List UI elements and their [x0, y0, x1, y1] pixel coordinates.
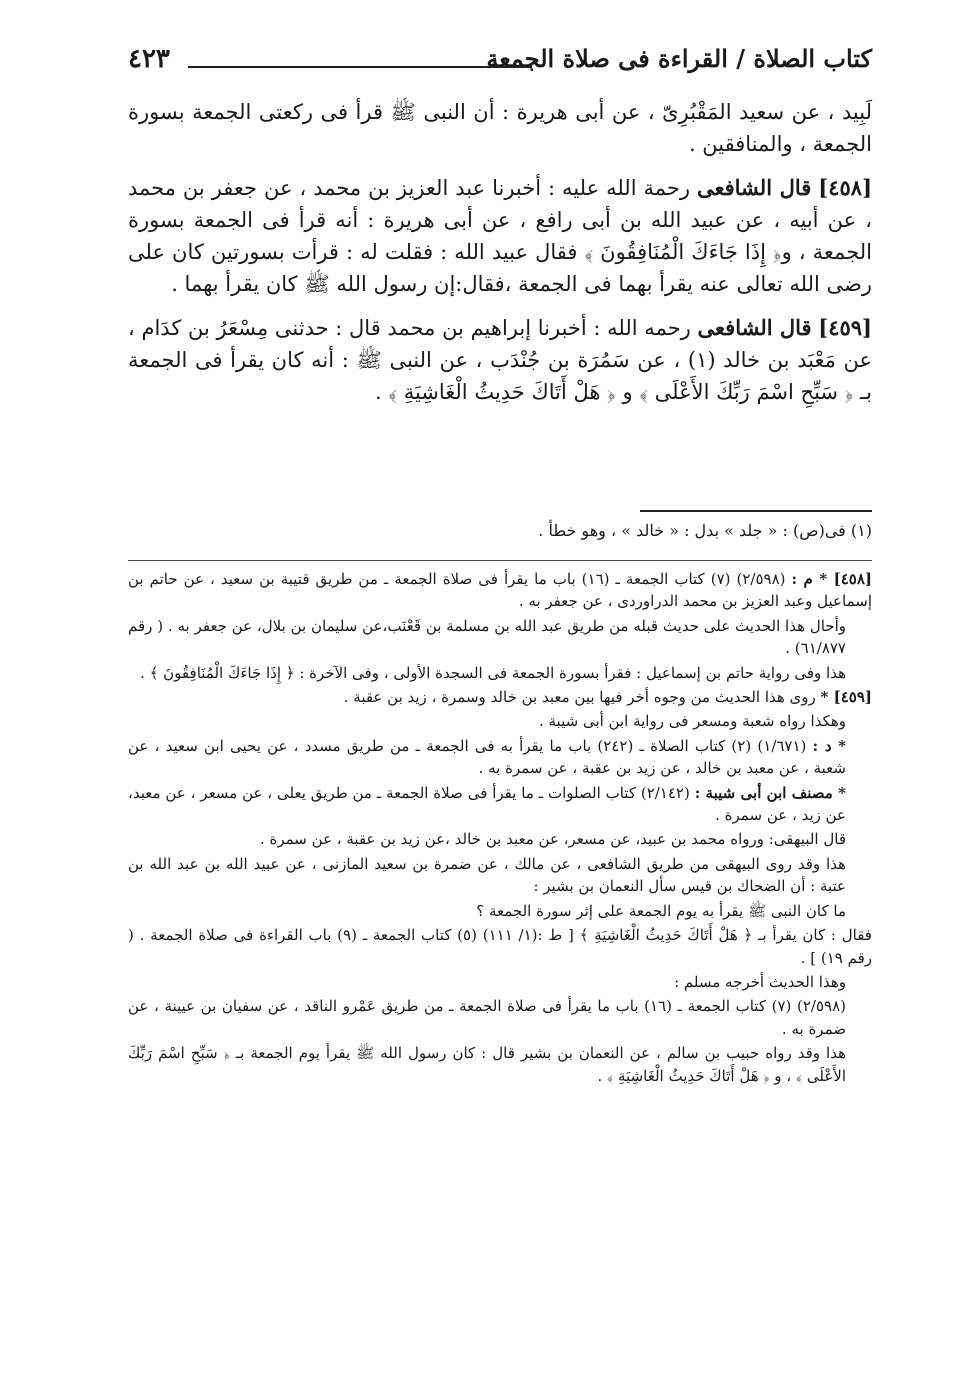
note-tag: [٤٥٩] * — [820, 688, 872, 707]
takhrij-notes — [128, 568, 872, 1089]
note-text: (٢/١٤٢) كتاب الصلوات ـ ما يقرأ فى صلاة الجمعة ـ من طريق يعلى ، عن مسعر ، عن معبد، عن زيد ، عن سمرة . — [128, 783, 846, 825]
chapter-title: كتاب الصلاة / القراءة فى صلاة الجمعة — [486, 44, 872, 73]
note-entry — [128, 568, 872, 613]
note-entry: هذا وقد روى البيهقى من طريق الشافعى ، عن مالك ، عن ضمرة بن سعيد المازنى ، عن عبيد الله بن عبد الله بن عتبة : أن الضحاك بن قيس سأل النعمان بن بشير : — [128, 854, 846, 896]
paragraph-458 — [128, 172, 872, 300]
main-text — [128, 96, 872, 420]
footnote: (١) فى(ص) : « جلد » بدل : « خالد » ، وهو خطأ . — [538, 521, 872, 540]
paragraph-continuation: لَبِيد ، عن سعيد المَقْبُرِىّ ، عن أبى هريرة : أن النبى ﷺ قرأ فى ركعتى الجمعة بسورة الجمعة ، والمنافقين . — [128, 100, 872, 156]
note-entry: هذا وقد رواه حبيب بن سالم ، عن النعمان بن بشير قال : كان رسول الله ﷺ يقرأ يوم الجمعة بـ ﴿ سَبِّحِ اسْمَ رَبِّكَ الأَعْلَى ﴾ ، و ﴿ هَلْ أَتَاكَ حَدِيثُ الْغَاشِيَةِ ﴾ . — [128, 1044, 846, 1085]
note-tag: * د : — [812, 736, 847, 755]
note-text: (٢/٥٩٨) (٧) كتاب الجمعة ـ (١٦) باب ما يقرأ فى صلاة الجمعة ـ من طريق قتيبة بن سعيد ، عن حاتم بن إسماعيل وعبد العزيز بن محمد الدراوردى ، عن جعفر به . — [128, 570, 872, 611]
paragraph-459 — [128, 312, 872, 408]
notes-rule — [128, 560, 872, 561]
note-entry: فقال : كان يقرأ بـ ﴿ هَلْ أَتَاكَ حَدِيثُ الْغَاشِيَةِ ﴾ [ ط :(١/ ١١١) (٥) كتاب الجمعة ـ (٩) باب القراءة فى صلاة الجمعة . ( رقم ١٩) ] . — [128, 926, 872, 967]
note-entry: وأحال هذا الحديث على حديث قبله من طريق عبد الله بن مسلمة بن قَعْنَب،عن سليمان بن بلال، عن جعفر به . ( رقم ٦١/٨٧٧) . — [128, 616, 846, 658]
running-header — [128, 38, 872, 78]
note-entry — [128, 686, 872, 708]
note-tag: * مصنف ابن أبى شيبة : — [694, 783, 846, 802]
note-entry: وهذا الحديث أخرجه مسلم : — [674, 972, 846, 991]
note-tag: [٤٥٨] * م : — [791, 570, 872, 588]
narrator-heading: قال الشافعى — [697, 315, 812, 340]
note-entry: هذا وفى رواية حاتم بن إسماعيل : فقرأ بسورة الجمعة فى السجدة الأولى ، وفى الآخرة : ﴿ إِذَا جَاءَكَ الْمُنَافِقُونَ ﴾ . — [140, 663, 846, 682]
page-number: ٤٢٣ — [128, 44, 170, 74]
note-entry — [128, 735, 872, 780]
note-text: (١/٦٧١) (٢) كتاب الصلاة ـ (٢٤٢) باب ما يقرأ به فى الجمعة ـ من طريق مسدد ، عن يحيى ابن سعيد ، عن شعبة ، عن معبد بن خالد ، عن زيد بن عقبة ، عن سمرة به . — [128, 736, 846, 778]
note-text: روى هذا الحديث من وجوه أخر فيها بين معبد بن خالد وسمرة ، زيد بن عقبة . — [343, 688, 816, 707]
header-rule — [188, 66, 532, 68]
hadith-number: [٤٥٨] — [818, 175, 872, 200]
footnote-rule — [640, 510, 872, 512]
note-entry — [128, 782, 872, 827]
hadith-text: رحمة الله عليه : أخبرنا عبد العزيز بن محمد ، عن جعفر بن محمد ، عن أبيه ، عن عبيد الله بن أبى رافع ، عن أبى هريرة : أنه قرأ فى الجمعة بسورة الجمعة ، و﴿ إِذَا جَاءَكَ الْمُنَافِقُونَ ﴾ فقال عبيد الله : فقلت له : قرأت بسورتين كان على رضى الله تعالى عنه يقرأ بهما فى الجمعة ،فقال:إن رسول الله ﷺ كان يقرأ بهما . — [128, 176, 872, 296]
hadith-text: رحمه الله : أخبرنا إبراهيم بن محمد قال : حدثنى مِسْعَرُ بن كدَام ، عن مَعْبَد بن خالد (١) ، عن سَمُرَة بن جُنْدَب ، عن النبى ﷺ : أنه كان يقرأ فى الجمعة بـ ﴿ سَبِّحِ اسْمَ رَبِّكَ الأَعْلَى ﴾ و ﴿ هَلْ أَتَاكَ حَدِيثُ الْغَاشِيَةِ ﴾ . — [128, 316, 872, 404]
note-entry: وهكذا رواه شعبة ومسعر فى رواية ابن أبى شيبة . — [538, 712, 846, 731]
note-entry: (٢/٥٩٨) (٧) كتاب الجمعة ـ (١٦) باب ما يقرأ فى صلاة الجمعة ـ من طريق عَمْرو الناقد ، عن سفيان بن عيينة ، عن ضمرة به . — [128, 997, 846, 1038]
narrator-heading: قال الشافعى — [696, 175, 812, 200]
hadith-number: [٤٥٩] — [818, 315, 872, 340]
note-entry: قال البيهقى: ورواه محمد بن عبيد، عن مسعر، عن معبد بن خالد ،عن زيد بن عقبة ، عن سمرة . — [259, 830, 846, 849]
note-entry: ما كان النبى ﷺ يقرأ به يوم الجمعة على إثر سورة الجمعة ؟ — [476, 901, 846, 920]
